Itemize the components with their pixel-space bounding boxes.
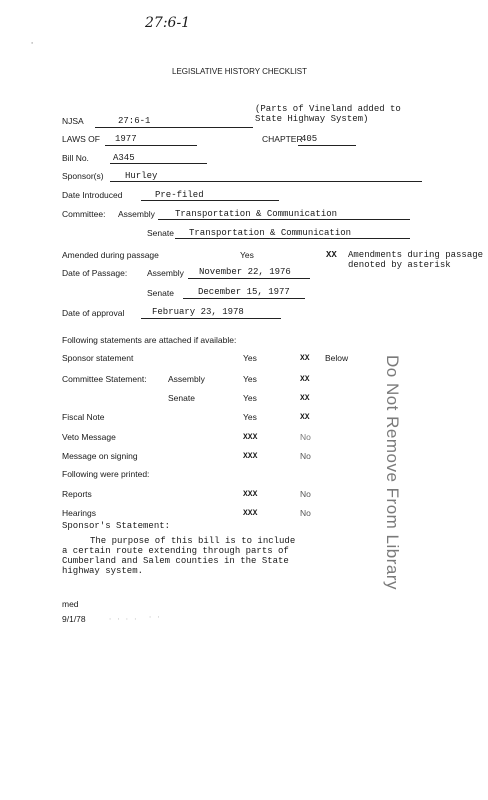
sponsor-statement-line-3: Cumberland and Salem counties in the State xyxy=(62,556,289,566)
amended-note-1: Amendments during passage xyxy=(348,250,484,260)
bill-value: A345 xyxy=(113,153,135,163)
row-hearings-label: Hearings xyxy=(62,508,97,518)
committee-senate-value: Transportation & Communication xyxy=(189,228,352,238)
row-fiscal-note-no: XX xyxy=(300,413,310,422)
sponsor-label: Sponsor(s) xyxy=(62,171,104,181)
faint-smudge-2: · · xyxy=(148,614,161,622)
sponsor-statement-line-4: highway system. xyxy=(62,566,144,576)
approval-value: February 23, 1978 xyxy=(152,307,244,317)
row-sponsor-statement-yes: Yes xyxy=(243,353,257,363)
row-committee-senate-yes: Yes xyxy=(243,393,257,403)
passage-label: Date of Passage: xyxy=(62,268,128,278)
committee-senate-label: Senate xyxy=(147,228,174,238)
njsa-value: 27:6-1 xyxy=(118,116,151,126)
row-fiscal-note-label: Fiscal Note xyxy=(62,412,105,422)
bill-label: Bill No. xyxy=(62,153,89,163)
amended-no: XX xyxy=(326,250,337,260)
library-stamp xyxy=(383,355,406,591)
amended-note-2: denoted by asterisk xyxy=(348,260,451,270)
row-veto-message-label: Veto Message xyxy=(62,432,116,442)
row-committee-assembly-label: Assembly xyxy=(168,374,205,384)
row-committee-senate-label: Senate xyxy=(168,393,195,403)
stray-mark: · xyxy=(30,40,35,48)
row-reports-yes: XXX xyxy=(243,490,258,499)
laws-label: LAWS OF xyxy=(62,134,100,144)
amended-yes: Yes xyxy=(240,250,254,260)
row-message-signing-yes: XXX xyxy=(243,452,258,461)
library-stamp-text: Do Not Remove From Library xyxy=(383,355,402,591)
sponsor-statement-line-2: a certain route extending through parts of xyxy=(62,546,289,556)
row-message-signing-no: No xyxy=(300,451,311,461)
chapter-label: CHAPTER xyxy=(262,134,303,144)
row-veto-message-yes: XXX xyxy=(243,433,258,442)
row-veto-message-no: No xyxy=(300,432,311,442)
row-committee-assembly-no: XX xyxy=(300,375,310,384)
row-message-signing-label: Message on signing xyxy=(62,451,138,461)
chapter-value: 405 xyxy=(301,134,318,144)
row-hearings-yes: XXX xyxy=(243,509,258,518)
njsa-note-2: State Highway System) xyxy=(255,114,369,124)
document-number: 27:6-1 xyxy=(145,15,191,31)
row-sponsor-statement-extra: Below xyxy=(325,353,349,363)
sponsor-statement-heading: Sponsor's Statement: xyxy=(62,521,171,531)
footer-initials: med xyxy=(62,599,79,609)
row-committee-assembly-yes: Yes xyxy=(243,374,257,384)
statements-intro: Following statements are attached if available: xyxy=(62,335,237,345)
committee-label: Committee: xyxy=(62,209,106,219)
row-committee-label: Committee Statement: xyxy=(62,374,147,384)
passage-senate-value: December 15, 1977 xyxy=(198,287,290,297)
committee-assembly-label: Assembly xyxy=(118,209,155,219)
amended-label: Amended during passage xyxy=(62,250,159,260)
row-reports-label: Reports xyxy=(62,489,92,499)
committee-assembly-value: Transportation & Communication xyxy=(175,209,338,219)
passage-assembly-value: November 22, 1976 xyxy=(199,267,291,277)
laws-value: 1977 xyxy=(115,134,137,144)
printed-intro: Following were printed: xyxy=(62,469,150,479)
page-title: LEGISLATIVE HISTORY CHECKLIST xyxy=(172,67,308,76)
row-reports-no: No xyxy=(300,489,311,499)
date-introduced-label: Date Introduced xyxy=(62,190,123,200)
row-committee-senate-no: XX xyxy=(300,394,310,403)
njsa-note-1: (Parts of Vineland added to xyxy=(255,104,401,114)
footer-date: 9/1/78 xyxy=(62,614,86,624)
passage-senate-label: Senate xyxy=(147,288,174,298)
date-introduced-value: Pre-filed xyxy=(155,190,204,200)
approval-label: Date of approval xyxy=(62,308,125,318)
row-fiscal-note-yes: Yes xyxy=(243,412,257,422)
row-sponsor-statement-no: XX xyxy=(300,354,310,363)
row-hearings-no: No xyxy=(300,508,311,518)
passage-assembly-label: Assembly xyxy=(147,268,184,278)
row-sponsor-statement-label: Sponsor statement xyxy=(62,353,134,363)
njsa-label: NJSA xyxy=(62,116,84,126)
faint-smudge-1: · · · · xyxy=(108,616,138,624)
sponsor-value: Hurley xyxy=(125,171,158,181)
sponsor-statement-line-1: The purpose of this bill is to include xyxy=(90,536,296,546)
